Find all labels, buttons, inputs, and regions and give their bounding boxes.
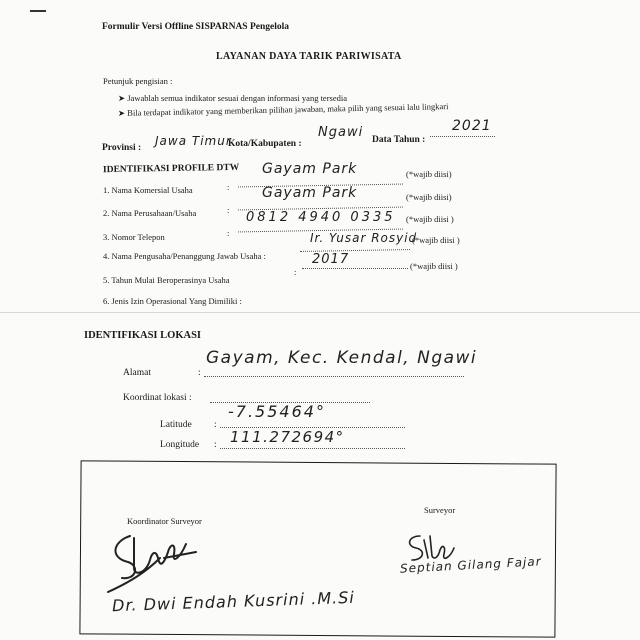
provinsi-label: Provinsi : (102, 143, 142, 153)
profile-field-value: 0812 4940 0335 (246, 210, 396, 225)
profile-field-value: Gayam Park (262, 161, 358, 177)
instruction-item: ➤ Jawablah semua indikator sesuai dengan informasi yang tersedia (118, 93, 348, 103)
coordinator-role: Koordinator Surveyor (127, 516, 202, 526)
coordinator-name: Dr. Dwi Endah Kusrini .M.Si (111, 587, 356, 616)
instruction-text: Jawablah semua indikator sesuai dengan informasi yang tersedia (127, 93, 348, 103)
coordinator-signature (100, 528, 220, 598)
profile-field-label (103, 208, 196, 218)
longitude-value: 111.272694° (230, 428, 345, 446)
tahun-label: Data Tahun : (372, 135, 426, 145)
surveyor-name: Septian Gilang Fajar (399, 554, 542, 576)
alamat-label: Alamat (123, 368, 151, 378)
colon: : (198, 368, 201, 378)
alamat-value: Gayam, Kec. Kendal, Ngawi (206, 348, 478, 368)
alamat-line (204, 376, 464, 377)
instruction-item: ➤ Bila terdapat indikator yang memberikan pilihan jawaban, maka pilih yang sesuai lalu lingkari (117, 101, 449, 118)
field-label: Nama Perusahaan/Usaha (111, 208, 197, 218)
field-line (302, 268, 408, 269)
colon: : (294, 267, 297, 277)
fold-line (0, 312, 640, 313)
required-note: (*wajib diisi ) (412, 235, 460, 245)
colon: : (227, 205, 230, 215)
provinsi-value: Jawa Timur (155, 134, 232, 148)
required-note: (*wajib diisi ) (406, 214, 454, 224)
longitude-label: Longitude (160, 440, 200, 450)
field-label: Nomor Telepon (111, 232, 165, 242)
field-label: Nama Komersial Usaha (111, 185, 193, 195)
form-title: LAYANAN DAYA TARIK PARIWISATA (216, 51, 402, 62)
field-number: 2. (103, 208, 110, 218)
top-mark (30, 10, 46, 12)
latitude-label: Latitude (160, 420, 192, 430)
profile-field-label (103, 275, 230, 285)
longitude-line (220, 448, 405, 449)
field-number: 5. (103, 275, 110, 285)
location-section-title: IDENTIFIKASI LOKASI (84, 330, 201, 341)
profile-field-label (103, 185, 193, 195)
field-number: 4. (103, 251, 110, 261)
colon: : (227, 228, 230, 238)
profile-field-label (103, 232, 165, 242)
instruction-text: Bila terdapat indikator yang memberikan pilihan jawaban, maka pilih yang sesuai lalu lingkari (127, 101, 449, 118)
surveyor-role: Surveyor (424, 505, 456, 515)
form-header: Formulir Versi Offline SISPARNAS Pengelola (102, 22, 290, 32)
instructions-heading: Petunjuk pengisian : (103, 76, 173, 86)
colon: : (214, 440, 217, 450)
required-note: (*wajib diisi) (406, 169, 452, 179)
required-note: (*wajib diisi) (406, 192, 452, 202)
profile-field-value: 2017 (312, 252, 350, 267)
kota-label: Kota/Kabupaten : (228, 139, 302, 149)
profile-field-label (103, 251, 266, 261)
field-number: 1. (103, 185, 110, 195)
field-label: Tahun Mulai Beroperasinya Usaha (111, 275, 230, 285)
field-label: Jenis Izin Operasional Yang Dimiliki : (111, 296, 242, 306)
field-number: 3. (103, 232, 110, 242)
profile-field-value: Gayam Park (262, 185, 358, 201)
tahun-line (430, 136, 495, 137)
koordinat-label: Koordinat lokasi : (123, 393, 192, 403)
tahun-value: 2021 (452, 118, 492, 134)
field-label: Nama Pengusaha/Penanggung Jawab Usaha : (111, 251, 266, 261)
required-note: (*wajib diisi ) (410, 261, 458, 271)
latitude-value: -7.55464° (228, 402, 326, 421)
profile-field-label (103, 296, 242, 306)
colon: : (227, 182, 230, 192)
profile-section-title: IDENTIFIKASI PROFILE DTW (102, 162, 240, 176)
colon: : (214, 420, 217, 430)
field-number: 6. (103, 296, 110, 306)
profile-field-value: Ir. Yusar Rosyid (310, 231, 418, 245)
kota-value: Ngawi (318, 125, 364, 140)
